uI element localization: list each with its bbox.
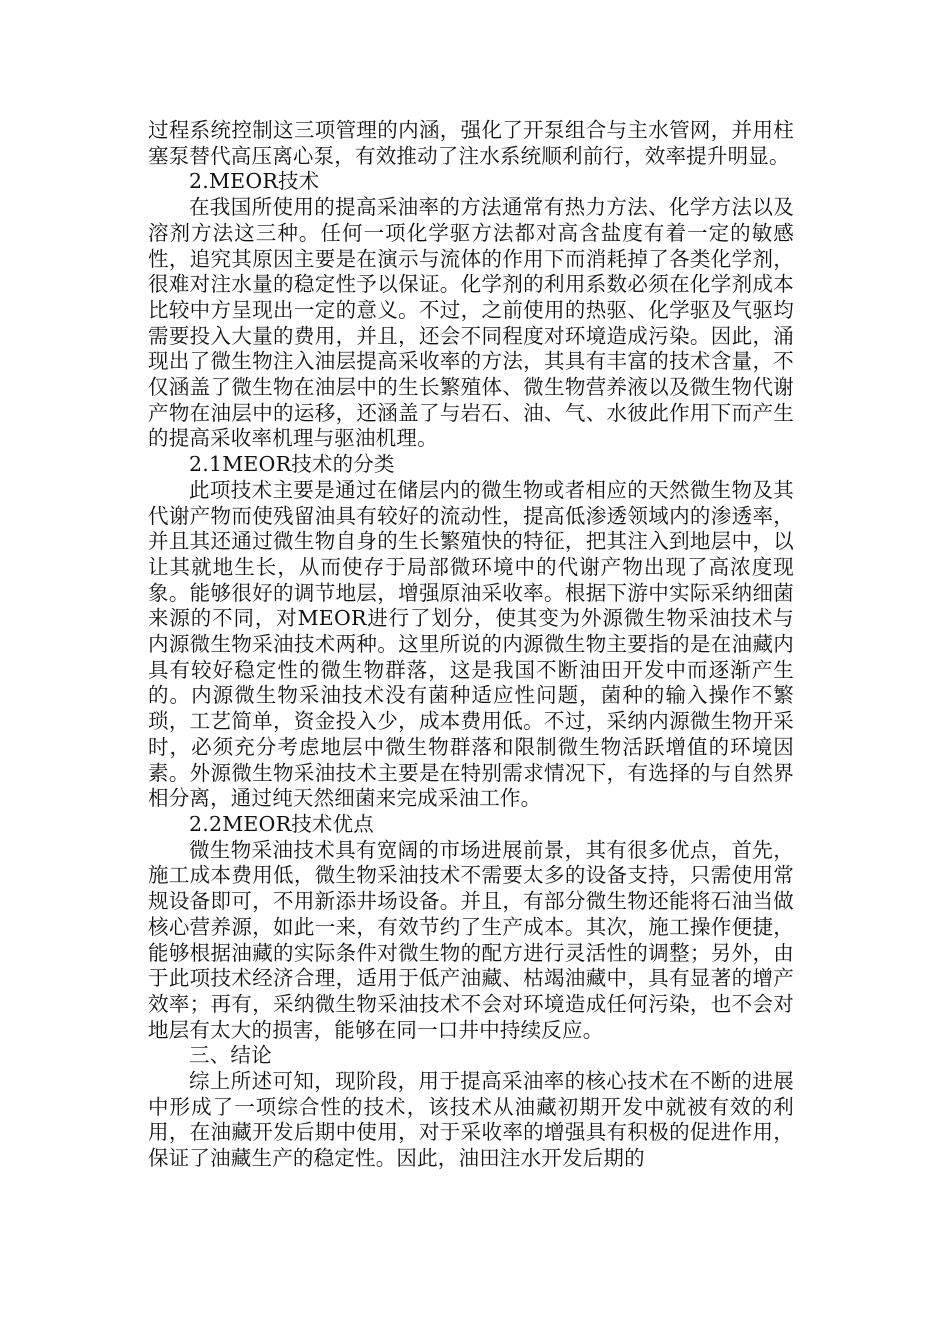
section-heading-meor: 2.MEOR技术 bbox=[189, 169, 320, 194]
paragraph-advantages: 微生物采油技术具有宽阔的市场进展前景，其有很多优点，首先，施工成本费用低，微生物采油技术不需要太多的设备支持，只需使用常规设备即可，不用新添井场设备。并且，有部分微生物还能将石油当做核心营养源，如此一来，有效节约了生产成本。其次，施工操作便捷，能够根据油藏的实际条件对微生物的配方进行灵活性的调整；另外，由于此项技术经济合理，适用于低产油藏、枯竭油藏中，具有显著的增产效率；再有，采纳微生物采油技术不会对环境造成任何污染，也不会对地层有太大的损害，能够在同一口井中持续反应。 bbox=[148, 837, 794, 1042]
section-heading-conclusion: 三、结论 bbox=[189, 1043, 272, 1068]
paragraph-conclusion: 综上所述可知，现阶段，用于提高采油率的核心技术在不断的进展中形成了一项综合性的技术，该技术从油藏初期开发中就被有效的利用，在油藏开发后期中使用，对于采收率的增强具有积极的促进作用，保证了油藏生产的稳定性。因此，油田注水开发后期的 bbox=[148, 1069, 794, 1171]
section-heading-advantages: 2.2MEOR技术优点 bbox=[189, 811, 374, 836]
section-heading-classification: 2.1MEOR技术的分类 bbox=[189, 452, 395, 477]
paragraph-meor-intro: 在我国所使用的提高采油率的方法通常有热力方法、化学方法以及溶剂方法这三种。任何一项化学驱方法都对高含盐度有着一定的敏感性，追究其原因主要是在演示与流体的作用下而消耗掉了各类化学剂，很难对注水量的稳定性予以保证。化学剂的利用系数必须在化学剂成本比较中方呈现出一定的意义。不过，之前使用的热驱、化学驱及气驱均需要投入大量的费用，并且，还会不同程度对环境造成污染。因此，涌现出了微生物注入油层提高采收率的方法，其具有丰富的技术含量，不仅涵盖了微生物在油层中的生长繁殖体、微生物营养液以及微生物代谢产物在油层中的运移，还涵盖了与岩石、油、气、水彼此作用下而产生的提高采收率机理与驱油机理。 bbox=[148, 195, 794, 451]
paragraph-classification: 此项技术主要是通过在储层内的微生物或者相应的天然微生物及其代谢产物而使残留油具有较好的流动性，提高低渗透领域内的渗透率，并且其还通过微生物自身的生长繁殖快的特征，把其注入到地层中，以让其就地生长，从而使存于局部微环境中的代谢产物出现了高浓度现象。能够很好的调节地层，增强原油采收率。根据下游中实际采纳细菌来源的不同，对MEOR进行了划分，使其变为外源微生物采油技术与内源微生物采油技术两种。这里所说的内源微生物主要指的是在油藏内具有较好稳定性的微生物群落，这是我国不断油田开发中而逐渐产生的。内源微生物采油技术没有菌种适应性问题，菌种的输入操作不繁琐，工艺简单，资金投入少，成本费用低。不过，采纳内源微生物开采时，必须充分考虑地层中微生物群落和限制微生物活跃增值的环境因素。外源微生物采油技术主要是在特别需求情况下，有选择的与自然界相分离，通过纯天然细菌来完成采油工作。 bbox=[148, 477, 794, 811]
document-body bbox=[148, 118, 794, 1172]
paragraph-continuation: 过程系统控制这三项管理的内涵，强化了开泵组合与主水管网，并用柱塞泵替代高压离心泵，有效推动了注水系统顺利前行，效率提升明显。 bbox=[148, 118, 794, 168]
